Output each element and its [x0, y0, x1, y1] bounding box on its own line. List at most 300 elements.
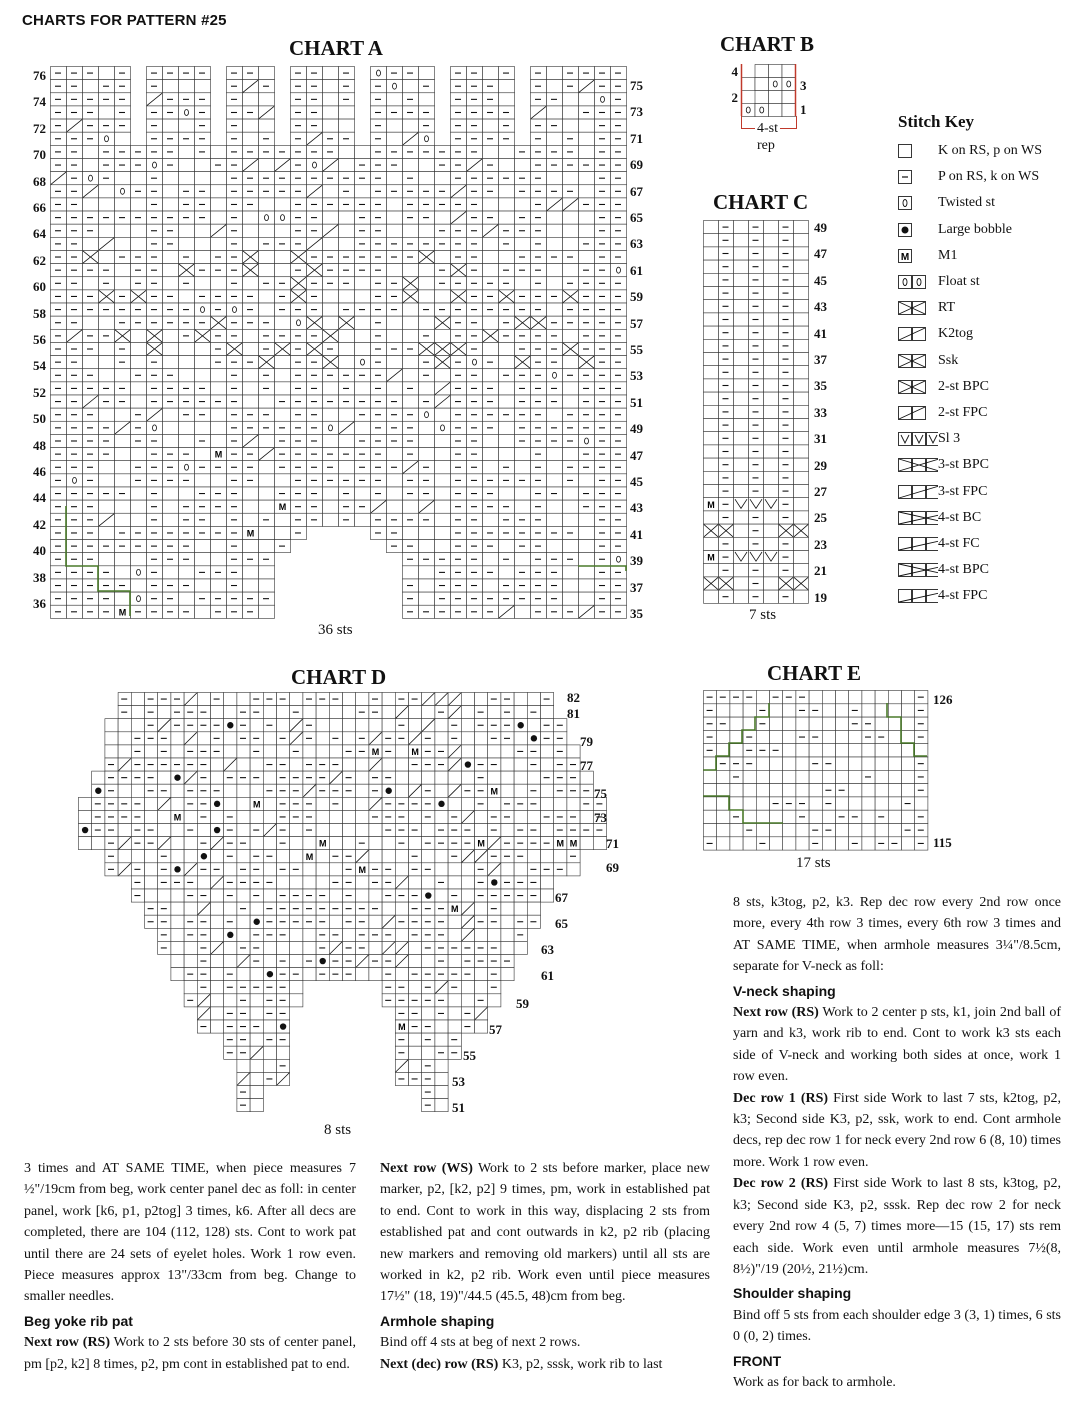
chart-cell: [717, 704, 730, 717]
bobble-mark: [267, 971, 273, 977]
chart-cell: [259, 264, 275, 277]
chart-cell: [275, 369, 291, 382]
chart-cell: [171, 745, 184, 758]
chart-cell: [755, 78, 769, 91]
chart-cell: [730, 717, 743, 730]
chart-cell: [704, 757, 717, 770]
chart-cell: [211, 474, 227, 487]
chart-cell: [323, 67, 339, 80]
chart-cell: [303, 706, 316, 719]
chart-cell: [704, 511, 719, 524]
chart-cell: [755, 65, 769, 78]
chart-cell: [323, 500, 339, 513]
chart-cell: [339, 158, 355, 171]
chart-cell: [329, 719, 342, 732]
bobble-mark: [320, 958, 326, 964]
chart-cell: [105, 719, 118, 732]
chart-cell: [419, 277, 435, 290]
chart-d-sts: 8 sts: [324, 1122, 352, 1138]
chart-cell: [514, 810, 527, 823]
chart-cell: [171, 968, 184, 981]
chart-cell: [483, 119, 499, 132]
m1-mark: M: [358, 864, 367, 875]
chart-cell: [339, 106, 355, 119]
chart-cell: [579, 132, 595, 145]
chart-cell: [541, 745, 554, 758]
chart-cell: [796, 784, 809, 797]
chart-cell: [409, 1059, 422, 1072]
chart-cell: [704, 770, 717, 783]
chart-cell: [567, 745, 580, 758]
chart-cell: [184, 850, 197, 863]
chart-cell: [734, 577, 749, 590]
chart-cell: [131, 329, 147, 342]
chart-cell: [499, 356, 515, 369]
chart-cell: [794, 260, 809, 273]
chart-cell: [563, 106, 579, 119]
chart-cell: [163, 408, 179, 421]
chart-cell: [764, 366, 779, 379]
chart-cell: [250, 1099, 263, 1112]
chart-cell: [369, 837, 382, 850]
chart-cell: [163, 250, 179, 263]
chart-cell: [734, 300, 749, 313]
chart-cell: [250, 994, 263, 1007]
chart-cell: [179, 434, 195, 447]
chart-cell: [323, 93, 339, 106]
chart-cell: [131, 487, 147, 500]
chart-cell: [435, 1086, 448, 1099]
chart-cell: [554, 850, 567, 863]
chart-cell: [387, 329, 403, 342]
chart-cell: [387, 500, 403, 513]
chart-cell: [734, 260, 749, 273]
bobble-mark: [174, 866, 180, 872]
chart-cell: [237, 1059, 250, 1072]
chart-cell: [499, 342, 515, 355]
chart-cell: [783, 730, 796, 743]
chart-cell: [211, 237, 227, 250]
chart-cell: [541, 706, 554, 719]
chart-cell: [211, 1020, 224, 1033]
chart-b-row-1: 1: [800, 102, 807, 117]
bobble-mark: [438, 801, 444, 807]
chart-cell: [290, 758, 303, 771]
chart-cell: [809, 784, 822, 797]
chart-cell: [227, 303, 243, 316]
chart-cell: [387, 119, 403, 132]
chart-cell: [483, 553, 499, 566]
chart-cell: [158, 824, 171, 837]
chart-cell: [158, 706, 171, 719]
chart-cell: [547, 172, 563, 185]
chart-cell: [259, 395, 275, 408]
purl-icon: [898, 170, 938, 184]
chart-cell: [171, 732, 184, 745]
chart-cell: [307, 158, 323, 171]
chart-cell: [501, 928, 514, 941]
chart-cell: [131, 513, 147, 526]
chart-cell: [541, 797, 554, 810]
chart-cell: [764, 326, 779, 339]
chart-cell: [99, 474, 115, 487]
twist-icon: [898, 196, 938, 210]
chart-cell: [796, 837, 809, 850]
chart-cell: [435, 771, 448, 784]
chart-cell: [355, 513, 371, 526]
chart-cell: [211, 408, 227, 421]
chart-cell: [422, 876, 435, 889]
chart-cell: [67, 474, 83, 487]
chart-cell: [211, 382, 227, 395]
chart-cell: [501, 758, 514, 771]
chart-cell: [435, 513, 451, 526]
chart-cell: [243, 487, 259, 500]
chart-cell: [915, 797, 928, 810]
chart-cell: [563, 119, 579, 132]
chart-cell: [243, 277, 259, 290]
chart-cell: [263, 745, 276, 758]
chart-cell: [547, 224, 563, 237]
chart-cell: [356, 968, 369, 981]
chart-cell: [563, 211, 579, 224]
chart-cell: [475, 732, 488, 745]
chart-cell: [179, 80, 195, 93]
m1-mark: M: [707, 552, 715, 563]
chart-cell: [514, 941, 527, 954]
stitch-key-item: [898, 295, 1068, 321]
chart-cell: [704, 419, 719, 432]
chart-cell: [611, 264, 627, 277]
chart-cell: [435, 1020, 448, 1033]
chart-cell: [369, 850, 382, 863]
chart-cell: [275, 224, 291, 237]
chart-cell: [419, 264, 435, 277]
stitch-key-item: [898, 531, 1068, 557]
chart-cell: [435, 487, 451, 500]
chart-cell: [579, 566, 595, 579]
chart-cell: [259, 461, 275, 474]
chart-cell: [369, 719, 382, 732]
chart-cell: [796, 770, 809, 783]
m1-mark: M: [278, 502, 287, 513]
chart-cell: [131, 784, 144, 797]
chart-cell: [316, 810, 329, 823]
chart-cell: [387, 474, 403, 487]
chart-cell: [579, 185, 595, 198]
chart-cell: [563, 356, 579, 369]
chart-cell: [395, 758, 408, 771]
chart-cell: [303, 863, 316, 876]
chart-cell: [316, 863, 329, 876]
chart-cell: [836, 691, 849, 704]
chart-cell: [118, 719, 131, 732]
chart-cell: [243, 132, 259, 145]
chart-cell: [263, 1020, 276, 1033]
chart-cell: [131, 500, 147, 513]
chart-cell: [409, 1046, 422, 1059]
row-number: 37: [814, 352, 827, 367]
chart-cell: [403, 119, 419, 132]
chart-cell: [163, 172, 179, 185]
m1-mark: M: [450, 904, 459, 915]
chart-cell: [704, 392, 719, 405]
chart-cell: [764, 432, 779, 445]
chart-cell: [179, 290, 195, 303]
chart-cell: [563, 93, 579, 106]
chart-cell: [131, 198, 147, 211]
chart-cell: [237, 968, 250, 981]
chart-cell: [563, 224, 579, 237]
chart-cell: [764, 379, 779, 392]
chart-cell: [171, 928, 184, 941]
chart-cell: [483, 145, 499, 158]
chart-cell: [770, 784, 783, 797]
chart-cell: [563, 540, 579, 553]
chart-cell: [579, 172, 595, 185]
chart-cell: [403, 500, 419, 513]
stitch-key-item: [898, 426, 1068, 452]
chart-cell: [237, 797, 250, 810]
chart-cell: [263, 955, 276, 968]
chart-cell: [163, 487, 179, 500]
stitch-key-label: P on RS, k on WS: [938, 169, 1040, 185]
chart-cell: [211, 928, 224, 941]
col2-paragraph-3: [380, 1354, 710, 1375]
chart-cell: [499, 158, 515, 171]
chart-cell: [501, 771, 514, 784]
chart-cell: [131, 172, 147, 185]
chart-cell: [422, 706, 435, 719]
chart-cell: [83, 277, 99, 290]
chart-cell: [329, 745, 342, 758]
chart-b-grid: [741, 64, 797, 116]
chart-cell: [563, 237, 579, 250]
chart-cell: [888, 744, 901, 757]
chart-cell: [743, 797, 756, 810]
chart-cell: [730, 744, 743, 757]
chart-cell: [836, 837, 849, 850]
chart-cell: [419, 421, 435, 434]
row-number: 38: [33, 569, 46, 585]
chart-cell: [92, 771, 105, 784]
chart-cell: [277, 850, 290, 863]
chart-cell: [355, 382, 371, 395]
chart-cell: [382, 706, 395, 719]
chart-cell: [563, 395, 579, 408]
chart-cell: [409, 706, 422, 719]
chart-cell: [704, 313, 719, 326]
chart-cell: [83, 356, 99, 369]
chart-cell: [290, 994, 303, 1007]
chart-cell: [782, 104, 796, 117]
chart-cell: [764, 247, 779, 260]
fc4-icon: [898, 537, 938, 551]
chart-cell: [756, 797, 769, 810]
chart-cell: [547, 408, 563, 421]
chart-cell: [734, 366, 749, 379]
chart-cell: [822, 704, 835, 717]
row-number: 51: [630, 394, 643, 410]
chart-cell: [356, 797, 369, 810]
chart-cell: [514, 863, 527, 876]
chart-cell: [499, 487, 515, 500]
m1-mark: M: [173, 812, 182, 823]
bobble-mark: [386, 788, 392, 794]
chart-cell: [382, 837, 395, 850]
chart-cell: [197, 876, 210, 889]
chart-cell: [499, 421, 515, 434]
chart-cell: [403, 80, 419, 93]
chart-cell: [131, 566, 147, 579]
stitch-key-item: [898, 138, 1068, 164]
chart-cell: [339, 290, 355, 303]
chart-cell: [250, 810, 263, 823]
chart-cell: [501, 863, 514, 876]
chart-cell: [547, 540, 563, 553]
stitch-key-label: 4-st BC: [938, 509, 982, 525]
row-number: 69: [630, 157, 643, 173]
chart-cell: [369, 824, 382, 837]
chart-cell: [734, 419, 749, 432]
chart-cell: [461, 693, 474, 706]
chart-cell: [275, 382, 291, 395]
chart-cell: [764, 339, 779, 352]
chart-cell: [211, 277, 227, 290]
chart-cell: [849, 691, 862, 704]
chart-cell: [902, 691, 915, 704]
row-number: 72: [33, 120, 46, 136]
chart-cell: [263, 1059, 276, 1072]
chart-b-row-2: 2: [731, 90, 738, 105]
chart-cell: [99, 250, 115, 263]
m1-icon: [898, 249, 938, 263]
chart-cell: [237, 824, 250, 837]
text-column-1: [24, 1158, 356, 1375]
chart-cell: [704, 339, 719, 352]
chart-cell: [250, 1072, 263, 1085]
chart-cell: [131, 850, 144, 863]
chart-cell: [488, 771, 501, 784]
chart-cell: [387, 382, 403, 395]
row-number: 45: [814, 272, 827, 288]
chart-e-row-126: 126: [933, 692, 953, 707]
chart-cell: [547, 474, 563, 487]
chart-cell: [770, 810, 783, 823]
chart-cell: [764, 419, 779, 432]
m1-mark: M: [246, 528, 255, 539]
col1-heading-yoke-rib: Beg yoke rib pat: [24, 1312, 133, 1329]
bobble-mark: [254, 919, 260, 925]
chart-cell: [343, 928, 356, 941]
chart-cell: [259, 250, 275, 263]
chart-cell: [475, 981, 488, 994]
chart-cell: [356, 889, 369, 902]
chart-cell: [158, 810, 171, 823]
chart-cell: [419, 172, 435, 185]
chart-cell: [499, 198, 515, 211]
chart-cell: [435, 784, 448, 797]
chart-cell: [355, 277, 371, 290]
chart-b-row-3: 3: [800, 78, 807, 93]
chart-cell: [435, 290, 451, 303]
float-icon: [898, 275, 938, 289]
chart-cell: [171, 824, 184, 837]
chart-a-grid: [50, 66, 626, 618]
chart-cell: [448, 1007, 461, 1020]
chart-cell: [323, 434, 339, 447]
chart-cell: [704, 445, 719, 458]
chart-cell: [563, 487, 579, 500]
chart-cell: [764, 273, 779, 286]
chart-cell: [419, 158, 435, 171]
chart-cell: [734, 564, 749, 577]
row-number: 21: [814, 563, 827, 579]
chart-cell: [179, 158, 195, 171]
chart-cell: [579, 540, 595, 553]
chart-cell: [115, 474, 131, 487]
col2-dec-row-label: Next (dec) row (RS): [380, 1356, 499, 1372]
chart-cell: [547, 369, 563, 382]
m1-mark: M: [398, 1022, 406, 1033]
chart-cell: [717, 824, 730, 837]
chart-e-title: CHART E: [767, 661, 861, 685]
chart-cell: [704, 485, 719, 498]
chart-cell: [179, 237, 195, 250]
chart-cell: [704, 326, 719, 339]
chart-cell: [770, 770, 783, 783]
chart-cell: [734, 313, 749, 326]
chart-cell: [419, 526, 435, 539]
chart-cell: [382, 758, 395, 771]
chart-cell: [499, 566, 515, 579]
chart-cell: [794, 445, 809, 458]
chart-cell: [755, 104, 769, 117]
chart-cell: [211, 810, 224, 823]
chart-cell: [448, 876, 461, 889]
chart-cell: [435, 526, 451, 539]
chart-cell: [99, 185, 115, 198]
chart-cell: [563, 513, 579, 526]
chart-d-row-number: 81: [567, 706, 580, 721]
chart-cell: [115, 132, 131, 145]
chart-cell: [171, 915, 184, 928]
chart-cell: [355, 487, 371, 500]
chart-cell: [704, 432, 719, 445]
chart-cell: [770, 717, 783, 730]
col2-next-row-label: Next row (WS): [380, 1161, 473, 1176]
row-number: 37: [630, 579, 643, 595]
chart-cell: [99, 198, 115, 211]
chart-cell: [734, 471, 749, 484]
chart-cell: [704, 221, 719, 234]
chart-cell: [99, 553, 115, 566]
chart-cell: [323, 513, 339, 526]
chart-cell: [849, 824, 862, 837]
m1-mark: M: [318, 838, 327, 849]
chart-cell: [435, 719, 448, 732]
chart-cell: [902, 704, 915, 717]
chart-cell: [184, 941, 197, 954]
chart-cell: [195, 172, 211, 185]
chart-cell: [794, 458, 809, 471]
chart-cell: [163, 329, 179, 342]
chart-cell: [356, 810, 369, 823]
row-number: 45: [630, 474, 643, 489]
chart-cell: [730, 704, 743, 717]
chart-cell: [794, 537, 809, 550]
chart-cell: [83, 158, 99, 171]
